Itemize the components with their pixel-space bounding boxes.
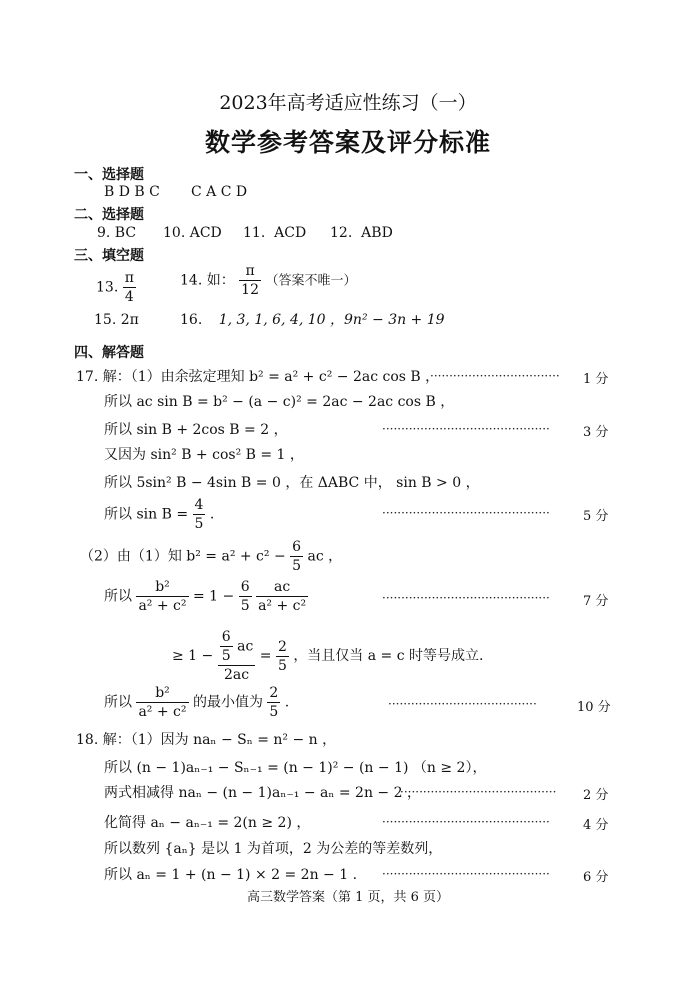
numerator: ac: [256, 578, 308, 597]
q17-line-4: 又因为 sin² B + cos² B = 1 ，: [104, 447, 304, 463]
ac-term: ac: [237, 638, 254, 655]
q13-numerator: π: [124, 270, 134, 286]
denominator: 5: [269, 704, 279, 720]
answer-q11: 11. ACD: [243, 225, 307, 241]
section-heading-3: 三、填空题: [74, 248, 144, 264]
q18-line-5: 所以数列 {aₙ} 是以 1 为首项，2 为公差的等差数列，: [104, 841, 443, 857]
q14-numerator: π: [239, 262, 261, 281]
score-2: 2 分: [583, 788, 609, 803]
q17-l10-suffix: .: [284, 694, 290, 711]
denominator: 2ac: [223, 667, 250, 683]
equals-sign: =: [259, 648, 272, 664]
fraction-b2-over-a2c2: [136, 578, 188, 615]
leader-dots: ·········································: [400, 785, 557, 799]
q17-l9-prefix: ≥ 1 −: [172, 648, 214, 664]
q16-label: 16.: [180, 312, 203, 328]
answer-q10: 10. ACD: [163, 225, 222, 241]
numerator: 2: [269, 685, 279, 701]
q18-line-2: 所以 (n − 1)aₙ₋₁ − Sₙ₋₁ = (n − 1)² − (n − 1) （n ≥ 2），: [104, 760, 487, 776]
leader-dots: ············································: [382, 422, 550, 436]
answer-q12: 12. ABD: [330, 225, 393, 241]
denominator: a² + c²: [258, 598, 307, 614]
leader-dots: ············································: [382, 815, 550, 829]
q14-fraction: [239, 262, 261, 299]
document-subtitle: 数学参考答案及评分标准: [204, 128, 491, 157]
leader-dots: ············································: [382, 867, 550, 881]
score-1: 1 分: [583, 372, 609, 387]
numerator: 4: [194, 497, 204, 513]
fraction-ac-over-a2c2: [256, 578, 308, 615]
score-6: 6 分: [583, 870, 609, 885]
numerator: 6: [240, 579, 250, 595]
score-7: 7 分: [583, 594, 609, 609]
section-heading-1: 一、选择题: [74, 167, 144, 183]
numerator: [218, 628, 256, 666]
q18-line-4: 化简得 aₙ − aₙ₋₁ = 2(n ≥ 2) ，: [104, 815, 311, 831]
q17-l6-suffix: .: [209, 506, 215, 523]
leader-dots: ··································: [430, 369, 560, 383]
q14-denominator: 12: [241, 282, 259, 298]
leader-dots: ············································: [382, 506, 550, 520]
score-10: 10 分: [577, 700, 611, 715]
score-3: 3 分: [583, 425, 609, 440]
q14-note: （答案不唯一）: [265, 273, 357, 289]
q18-line-1: 18. 解：（1）因为 naₙ − Sₙ = n² − n ，: [76, 732, 337, 748]
answer-q16: [180, 311, 445, 329]
denominator: 5: [277, 657, 287, 674]
document-title: 2023年高考适应性练习（一）: [219, 92, 477, 114]
section-heading-4: 四、解答题: [74, 345, 144, 361]
q17-line-10: [104, 684, 289, 721]
answer-q9: 9. BC: [97, 225, 137, 241]
q17-l7-suffix: ac ，: [307, 548, 343, 565]
q17-line-9: [172, 628, 483, 684]
answer-q14: [180, 262, 356, 299]
score-4: 4 分: [583, 818, 609, 833]
fraction-b2-over-a2c2: [136, 684, 188, 721]
compound-fraction: [218, 628, 256, 684]
leader-dots: ·······································: [388, 697, 537, 711]
q17-line-3: 所以 sin B + 2cos B = 2 ，: [104, 422, 288, 438]
q13-fraction: [123, 269, 136, 306]
q17-l6-prefix: 所以 sin B =: [104, 506, 189, 523]
numerator: 2: [277, 638, 287, 655]
q18-line-3: 两式相减得 naₙ − (n − 1)aₙ₋₁ − aₙ = 2n − 2 ，: [104, 785, 421, 801]
denominator: 5: [221, 648, 231, 664]
q16-answer: 1, 3, 1, 6, 4, 10 ，9n² − 3n + 19: [218, 312, 445, 328]
page-footer: 高三数学答案（第 1 页，共 6 页）: [246, 890, 450, 905]
denominator: a² + c²: [138, 598, 187, 614]
q14-label: 14. 如：: [180, 272, 235, 289]
denominator: 5: [240, 598, 250, 614]
q17-line-7: [80, 538, 342, 575]
q18-line-6: 所以 aₙ = 1 + (n − 1) × 2 = 2n − 1 .: [104, 867, 358, 883]
q17-l10-mid: 的最小值为: [192, 694, 263, 711]
q17-line-6: [104, 496, 214, 533]
answer-q13: [96, 269, 136, 306]
q17-l10-prefix: 所以: [104, 694, 132, 711]
fraction-6-5: [220, 628, 233, 665]
q17-l7-prefix: （2）由（1）知 b² = a² + c² −: [80, 548, 286, 565]
q17-l9-suffix: ，当且仅当 a = c 时等号成立.: [293, 648, 484, 664]
q17-line-8: [104, 578, 308, 615]
answer-q15: 15. 2π: [94, 312, 139, 328]
denominator: 5: [292, 558, 302, 574]
fraction-4-5: [193, 496, 206, 533]
numerator: 6: [221, 629, 231, 645]
q13-label: 13.: [96, 279, 119, 296]
q17-l8-mid: = 1 −: [192, 588, 235, 605]
denominator: 5: [194, 516, 204, 532]
section-heading-2: 二、选择题: [74, 207, 144, 223]
fraction-6-5: [239, 578, 252, 615]
numerator: b²: [136, 578, 188, 597]
denominator: a² + c²: [138, 704, 187, 720]
score-5: 5 分: [583, 509, 609, 524]
fraction-6-5: [290, 538, 303, 575]
q17-l8-prefix: 所以: [104, 588, 132, 605]
q17-line-1: 17. 解：（1）由余弦定理知 b² = a² + c² − 2ac cos B ，: [76, 369, 440, 385]
leader-dots: ············································: [382, 591, 550, 605]
fraction-2-5: [267, 684, 280, 721]
q17-line-5: 所以 5sin² B − 4sin B = 0 ，在 ΔABC 中， sin B > 0 ，: [104, 475, 480, 491]
numerator: b²: [136, 684, 188, 703]
fraction-2-5: [276, 638, 289, 675]
q13-denominator: 4: [124, 289, 134, 305]
q17-line-2: 所以 ac sin B = b² − (a − c)² = 2ac − 2ac cos B ，: [104, 394, 455, 410]
numerator: 6: [292, 539, 302, 555]
mc-answers: B D B C C A C D: [104, 184, 248, 200]
